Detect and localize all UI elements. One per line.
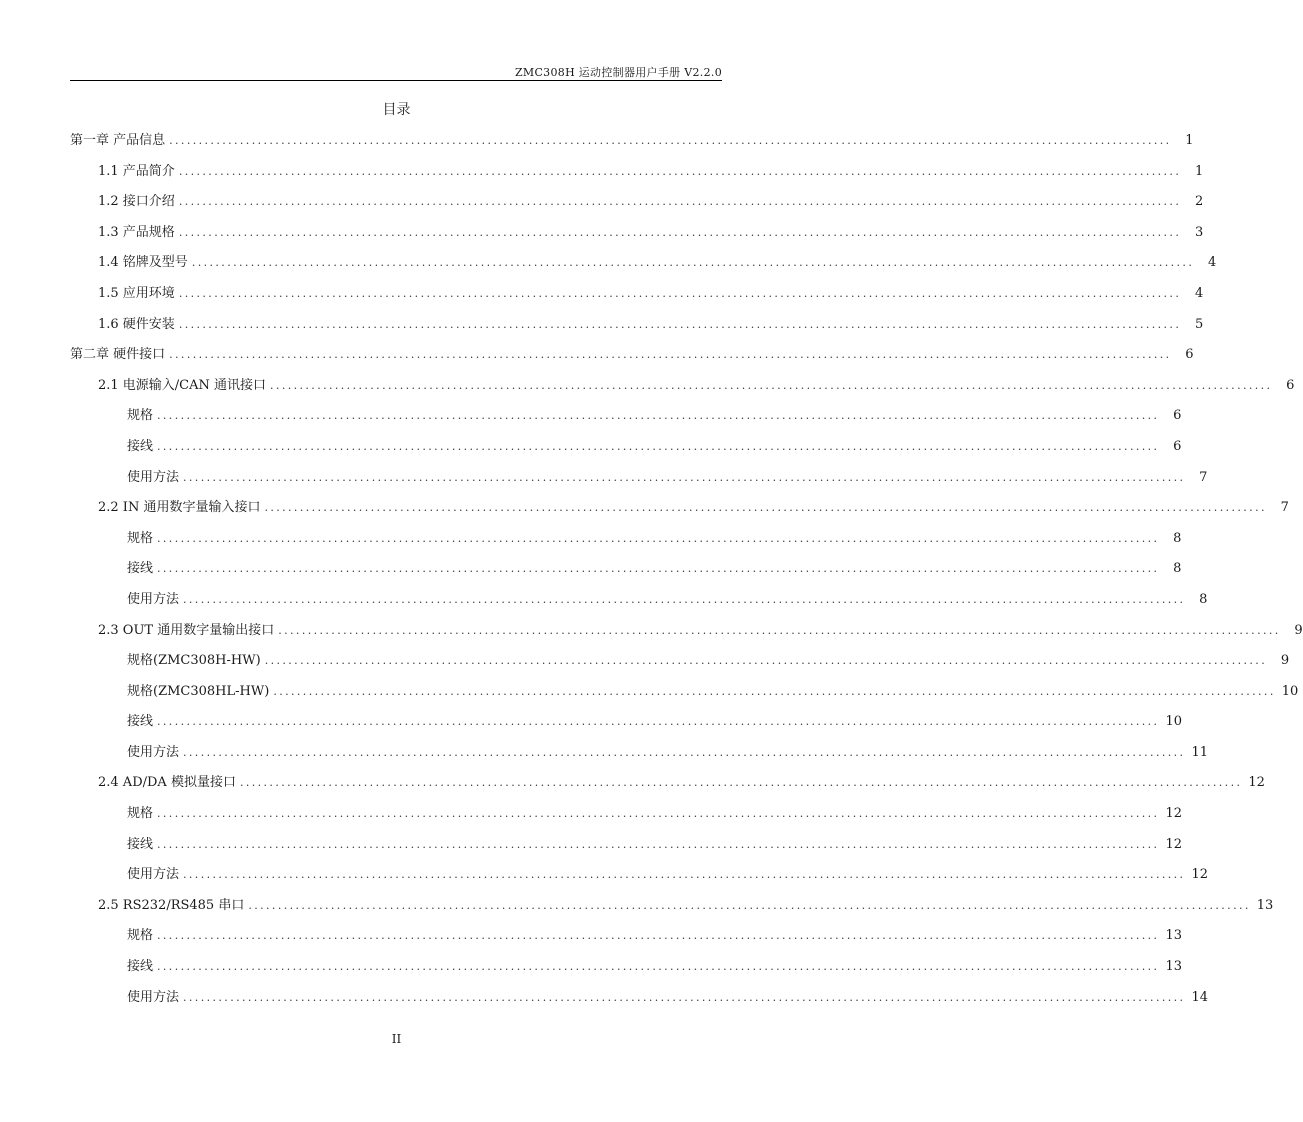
toc-leader-dots: .......................................................................................................................................................................... xyxy=(273,684,1276,698)
toc-leader-dots: .......................................................................................................................................................................... xyxy=(178,195,1182,209)
toc-entry-page: 13 xyxy=(1165,928,1182,944)
toc-leader-dots: .......................................................................................................................................................................... xyxy=(157,409,1160,423)
toc-chapter-entry[interactable] xyxy=(70,129,1194,160)
toc-entry-page: 13 xyxy=(1256,897,1274,913)
header-divider xyxy=(70,80,722,81)
toc-entry-page: 1 xyxy=(1194,163,1204,179)
toc-entry-page: 10 xyxy=(1281,683,1299,699)
toc-entry-label: 2.4 AD/DA 模拟量接口 xyxy=(98,775,236,791)
toc-title: 目录 xyxy=(382,102,411,118)
toc-entry-label: 规格(ZMC308H-HW) xyxy=(127,653,261,669)
toc-entry-label: 接线 xyxy=(127,561,154,577)
toc-subsection-entry[interactable] xyxy=(70,955,1182,986)
toc-subsection-entry[interactable] xyxy=(70,802,1182,833)
toc-subsection-entry[interactable] xyxy=(70,710,1182,741)
toc-entry-page: 8 xyxy=(1173,530,1182,546)
toc-leader-dots: .......................................................................................................................................................................... xyxy=(183,745,1186,759)
table-of-contents xyxy=(70,129,1303,1016)
toc-leader-dots: .......................................................................................................................................................................... xyxy=(178,317,1182,331)
toc-section-entry[interactable] xyxy=(70,313,1204,344)
toc-entry-page: 13 xyxy=(1165,959,1182,975)
toc-entry-page: 3 xyxy=(1194,224,1204,240)
toc-leader-dots: .......................................................................................................................................................................... xyxy=(157,531,1160,545)
toc-section-entry[interactable] xyxy=(70,496,1289,527)
toc-entry-page: 8 xyxy=(1199,591,1208,607)
toc-entry-label: 1.1 产品简介 xyxy=(98,163,175,179)
toc-section-entry[interactable] xyxy=(70,894,1274,925)
toc-subsection-entry[interactable] xyxy=(70,833,1182,864)
toc-entry-label: 2.3 OUT 通用数字量输出接口 xyxy=(98,622,275,638)
toc-entry-page: 2 xyxy=(1194,194,1204,210)
toc-entry-label: 接线 xyxy=(127,438,154,454)
toc-subsection-entry[interactable] xyxy=(70,741,1208,772)
toc-leader-dots: .......................................................................................................................................................................... xyxy=(178,164,1182,178)
toc-leader-dots: .......................................................................................................................................................................... xyxy=(183,868,1186,882)
toc-leader-dots: .......................................................................................................................................................................... xyxy=(157,439,1160,453)
toc-entry-label: 规格(ZMC308HL-HW) xyxy=(127,683,270,699)
toc-subsection-entry[interactable] xyxy=(70,404,1182,435)
toc-entry-label: 1.5 应用环境 xyxy=(98,285,175,301)
toc-entry-page: 1 xyxy=(1185,133,1194,148)
toc-entry-page: 5 xyxy=(1194,316,1204,332)
toc-entry-label: 2.5 RS232/RS485 串口 xyxy=(98,897,245,913)
toc-leader-dots: .......................................................................................................................................................................... xyxy=(264,501,1267,515)
toc-subsection-entry[interactable] xyxy=(70,649,1290,680)
toc-section-entry[interactable] xyxy=(70,282,1204,313)
toc-entry-page: 12 xyxy=(1165,836,1182,852)
toc-leader-dots: .......................................................................................................................................................................... xyxy=(169,134,1172,147)
toc-section-entry[interactable] xyxy=(70,190,1204,221)
toc-section-entry[interactable] xyxy=(70,221,1204,252)
toc-entry-page: 12 xyxy=(1248,775,1265,791)
toc-entry-label: 1.6 硬件安装 xyxy=(98,316,175,332)
toc-entry-label: 接线 xyxy=(127,959,154,975)
toc-section-entry[interactable] xyxy=(70,374,1295,405)
toc-entry-label: 使用方法 xyxy=(127,591,180,607)
toc-leader-dots: .......................................................................................................................................................................... xyxy=(157,929,1160,943)
toc-entry-page: 7 xyxy=(1199,469,1208,485)
toc-entry-page: 11 xyxy=(1191,744,1208,760)
toc-subsection-entry[interactable] xyxy=(70,588,1208,619)
toc-entry-page: 4 xyxy=(1194,285,1204,301)
toc-entry-label: 1.3 产品规格 xyxy=(98,224,175,240)
toc-leader-dots: .......................................................................................................................................................................... xyxy=(157,837,1160,851)
toc-leader-dots: .......................................................................................................................................................................... xyxy=(264,654,1268,668)
toc-entry-page: 12 xyxy=(1191,867,1208,883)
toc-leader-dots: .......................................................................................................................................................................... xyxy=(157,960,1160,974)
toc-leader-dots: .......................................................................................................................................................................... xyxy=(178,225,1182,239)
toc-subsection-entry[interactable] xyxy=(70,986,1208,1017)
toc-subsection-entry[interactable] xyxy=(70,466,1208,497)
toc-entry-label: 使用方法 xyxy=(127,989,180,1005)
page-number: II xyxy=(391,1032,402,1046)
toc-entry-label: 2.2 IN 通用数字量输入接口 xyxy=(98,500,261,516)
toc-entry-label: 接线 xyxy=(127,836,154,852)
toc-entry-label: 1.2 接口介绍 xyxy=(98,194,175,210)
toc-entry-label: 2.1 电源输入/CAN 通讯接口 xyxy=(98,377,267,393)
toc-section-entry[interactable] xyxy=(70,619,1303,650)
toc-section-entry[interactable] xyxy=(70,251,1217,282)
toc-leader-dots: .......................................................................................................................................................................... xyxy=(183,990,1186,1004)
toc-leader-dots: .......................................................................................................................................................................... xyxy=(248,898,1251,912)
toc-entry-page: 7 xyxy=(1280,500,1289,516)
toc-entry-page: 14 xyxy=(1191,989,1208,1005)
toc-entry-label: 使用方法 xyxy=(127,867,180,883)
toc-entry-page: 4 xyxy=(1207,255,1217,271)
toc-entry-label: 使用方法 xyxy=(127,469,180,485)
toc-entry-label: 规格 xyxy=(127,530,154,546)
toc-leader-dots: .......................................................................................................................................................................... xyxy=(178,286,1182,300)
toc-section-entry[interactable] xyxy=(70,771,1265,802)
toc-entry-label: 1.4 铭牌及型号 xyxy=(98,255,188,271)
toc-subsection-entry[interactable] xyxy=(70,557,1182,588)
toc-entry-label: 规格 xyxy=(127,928,154,944)
toc-leader-dots: .......................................................................................................................................................................... xyxy=(157,715,1160,729)
toc-entry-label: 第一章 产品信息 xyxy=(70,133,166,148)
toc-subsection-entry[interactable] xyxy=(70,863,1208,894)
toc-entry-page: 9 xyxy=(1280,653,1290,669)
toc-section-entry[interactable] xyxy=(70,160,1204,191)
toc-leader-dots: .......................................................................................................................................................................... xyxy=(157,807,1160,821)
toc-subsection-entry[interactable] xyxy=(70,527,1182,558)
toc-leader-dots: .......................................................................................................................................................................... xyxy=(191,256,1195,270)
toc-entry-page: 12 xyxy=(1165,806,1182,822)
toc-entry-page: 6 xyxy=(1286,377,1295,393)
toc-entry-page: 8 xyxy=(1173,561,1182,577)
toc-leader-dots: .......................................................................................................................................................................... xyxy=(278,623,1281,637)
toc-leader-dots: .......................................................................................................................................................................... xyxy=(183,470,1186,484)
toc-leader-dots: .......................................................................................................................................................................... xyxy=(157,562,1160,576)
toc-entry-page: 6 xyxy=(1173,438,1182,454)
toc-leader-dots: .......................................................................................................................................................................... xyxy=(169,348,1172,362)
toc-chapter-entry[interactable] xyxy=(70,343,1194,374)
toc-entry-page: 6 xyxy=(1185,347,1194,363)
toc-entry-label: 使用方法 xyxy=(127,744,180,760)
toc-subsection-entry[interactable] xyxy=(70,680,1299,711)
toc-entry-page: 9 xyxy=(1294,622,1303,638)
toc-entry-label: 接线 xyxy=(127,714,154,730)
toc-leader-dots: .......................................................................................................................................................................... xyxy=(270,378,1273,392)
toc-leader-dots: .......................................................................................................................................................................... xyxy=(183,592,1186,606)
toc-entry-label: 规格 xyxy=(127,408,154,424)
toc-leader-dots: .......................................................................................................................................................................... xyxy=(239,776,1243,790)
toc-subsection-entry[interactable] xyxy=(70,924,1182,955)
running-header: ZMC308H 运动控制器用户手册 V2.2.0 xyxy=(514,66,722,79)
toc-entry-page: 6 xyxy=(1173,408,1182,424)
toc-entry-page: 10 xyxy=(1165,714,1182,730)
toc-entry-label: 规格 xyxy=(127,806,154,822)
toc-entry-label: 第二章 硬件接口 xyxy=(70,347,166,363)
toc-subsection-entry[interactable] xyxy=(70,435,1182,466)
